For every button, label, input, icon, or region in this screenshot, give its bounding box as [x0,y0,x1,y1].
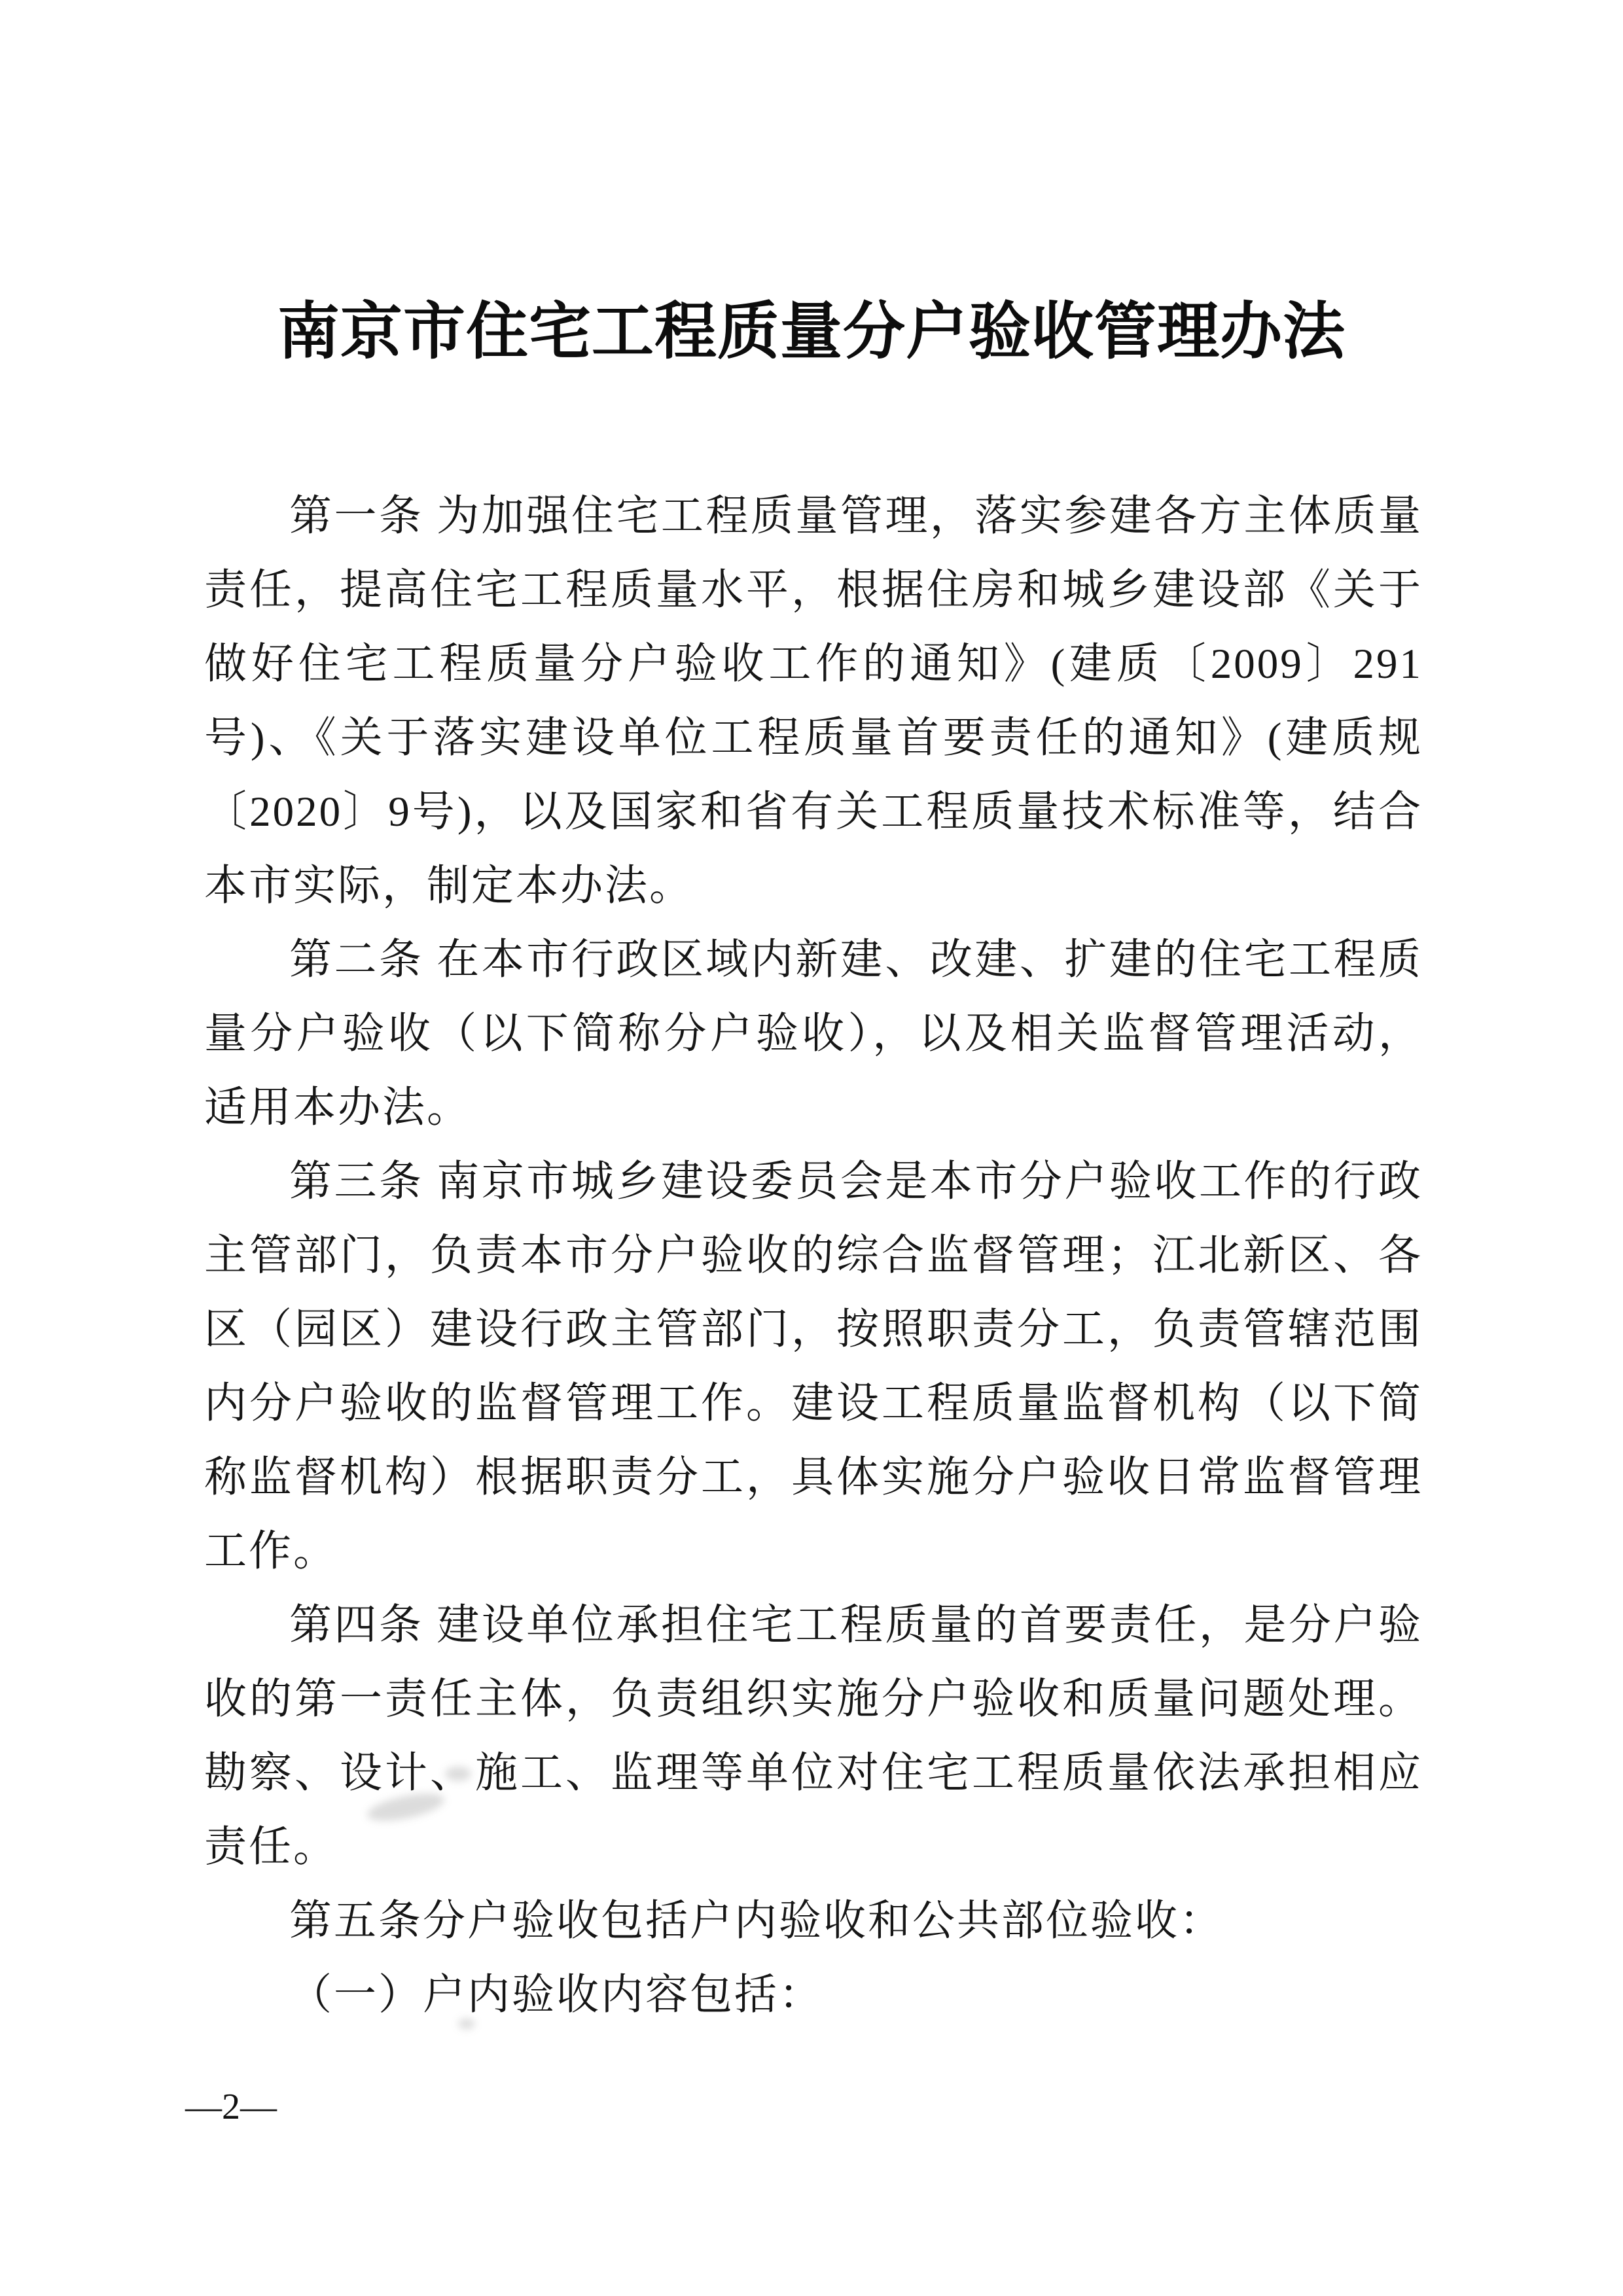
paragraph-article-2: 第二条 在本市行政区域内新建、改建、扩建的住宅工程质量分户验收（以下简称分户验收），以及相关监督管理活动，适用本办法。 [204,936,1423,1131]
paragraph-article-4: 第四条 建设单位承担住宅工程质量的首要责任，是分户验收的第一责任主体，负责组织实施分户验收和质量问题处理。勘察、设计、施工、监理等单位对住宅工程质量依法承担相应责任。 [204,1602,1423,1871]
document-title: 南京市住宅工程质量分户验收管理办法 [277,297,1346,366]
page-number: —2— [185,2087,277,2127]
paragraph-article-3: 第三条 南京市城乡建设委员会是本市分户验收工作的行政主管部门，负责本市分户验收的综合监督管理；江北新区、各区（园区）建设行政主管部门，按照职责分工，负责管辖范围内分户验收的监督管理工作。建设工程质量监督机构（以下简称监督机构）根据职责分工，具体实施分户验收日常监督管理工作。 [204,1158,1423,1575]
paragraph-article-1: 第一条 为加强住宅工程质量管理，落实参建各方主体质量责任，提高住宅工程质量水平，根据住房和城乡建设部《关于做好住宅工程质量分户验收工作的通知》(建质〔2009〕291号)、《关于落实建设单位工程质量首要责任的通知》(建质规〔2020〕9号)，以及国家和省有关工程质量技术标准等，结合本市实际，制定本办法。 [204,493,1423,910]
scan-smudge [458,2019,475,2029]
document-body [204,480,1423,2032]
paragraph-article-5: 第五条分户验收包括户内验收和公共部位验收： [289,1898,1224,1945]
paragraph-item-1: （一）户内验收内容包括： [289,1971,824,2019]
scan-smudge [445,1767,471,1781]
